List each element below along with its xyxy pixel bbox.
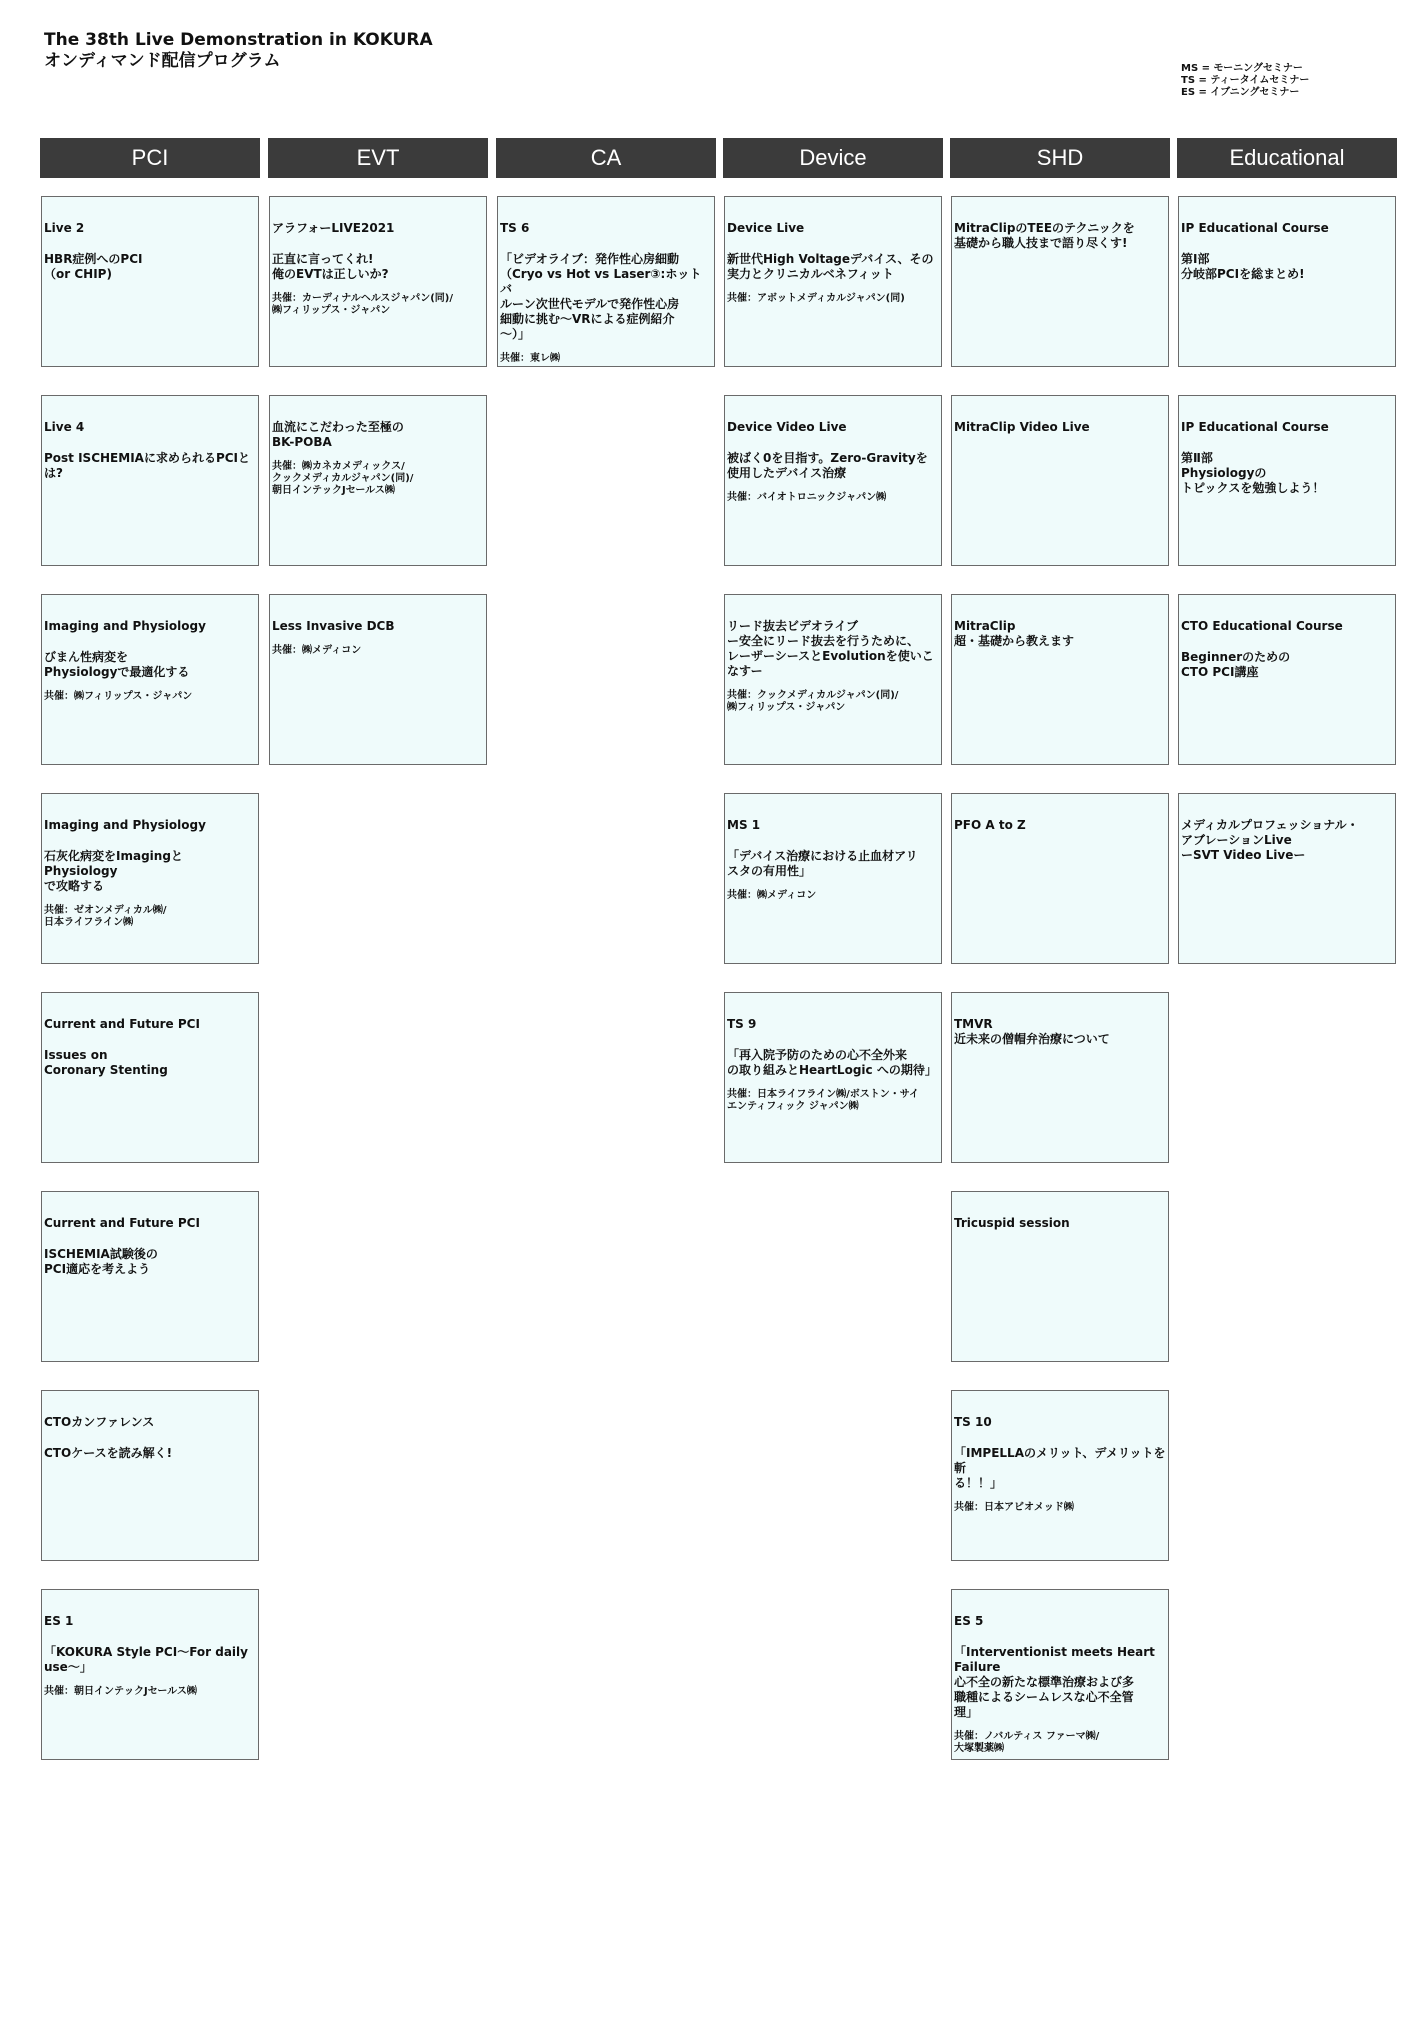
session-sponsor: 共催：朝日インテックJセールス㈱ — [44, 1686, 197, 1697]
legend — [1181, 63, 1309, 99]
column-header-educational: Educational — [1177, 138, 1397, 178]
session-label: Live 4 — [44, 420, 85, 434]
session-card[interactable] — [41, 1191, 259, 1362]
session-card[interactable] — [41, 196, 259, 367]
session-title: 「Interventionist meets Heart Failure 心不全の新たな標準治療および多 職種によるシームレスな心不全管 理」 — [954, 1645, 1155, 1719]
session-title: 「ビデオライブ：発作性心房細動 （Cryo vs Hot vs Laser③:ホットバ ルーン次世代モデルで発作性心房 細動に挑む～VRによる症例紹介 ～）」 — [500, 252, 702, 341]
session-card[interactable] — [41, 992, 259, 1163]
session-title: Issues on Coronary Stenting — [44, 1048, 168, 1077]
session-card[interactable] — [724, 594, 942, 765]
session-title: Post ISCHEMIAに求められるPCIと は? — [44, 451, 251, 480]
session-sponsor: 共催：㈱フィリップス・ジャパン — [44, 691, 193, 702]
session-title: 「デバイス治療における止血材アリ スタの有用性」 — [727, 849, 918, 878]
session-card[interactable] — [951, 594, 1169, 765]
session-label: Current and Future PCI — [44, 1017, 200, 1031]
session-card[interactable] — [1178, 395, 1396, 566]
session-label: Imaging and Physiology — [44, 818, 206, 832]
session-card[interactable] — [724, 793, 942, 964]
session-label: Live 2 — [44, 221, 85, 235]
session-card[interactable] — [497, 196, 715, 367]
session-card[interactable] — [951, 1191, 1169, 1362]
session-title: ISCHEMIA試験後の PCI適応を考えよう — [44, 1247, 158, 1276]
session-title: PFO A to Z — [954, 818, 1026, 832]
session-label: アラフォーLIVE2021 — [272, 221, 395, 235]
session-title: 「IMPELLAのメリット、デメリットを斬 る！！」 — [954, 1446, 1166, 1490]
session-card[interactable] — [951, 395, 1169, 566]
session-card[interactable] — [724, 395, 942, 566]
session-title: リード抜去ビデオライブ ー安全にリード抜去を行うために、 レーザーシースとEvolutionを使いこ なすー — [727, 619, 934, 678]
session-sponsor: 共催：日本アビオメッド㈱ — [954, 1502, 1074, 1513]
session-card[interactable] — [724, 992, 942, 1163]
session-title: Beginnerのための CTO PCI講座 — [1181, 650, 1291, 679]
session-card[interactable] — [41, 395, 259, 566]
page-title — [44, 30, 433, 72]
session-title: 石灰化病変をImagingとPhysiology で攻略する — [44, 849, 183, 893]
session-label: IP Educational Course — [1181, 420, 1329, 434]
session-title: びまん性病変を Physiologyで最適化する — [44, 650, 190, 679]
title-line-1: The 38th Live Demonstration in KOKURA — [44, 30, 433, 50]
session-label: MS 1 — [727, 818, 761, 832]
session-card[interactable] — [269, 196, 487, 367]
session-title: 「再入院予防のための心不全外来 の取り組みとHeartLogic への期待」 — [727, 1048, 937, 1077]
session-card[interactable] — [724, 196, 942, 367]
session-sponsor: 共催：東レ㈱ — [500, 353, 560, 364]
session-label: TS 6 — [500, 221, 530, 235]
session-label: CTOカンファレンス — [44, 1415, 155, 1429]
session-sponsor: 共催：㈱カネカメディックス/ クックメディカルジャパン(同)/ 朝日インテックJセールス㈱ — [272, 461, 414, 496]
session-card[interactable] — [269, 594, 487, 765]
session-title: 第Ⅱ部 Physiologyの トピックスを勉強しよう！ — [1181, 451, 1325, 495]
session-card[interactable] — [951, 196, 1169, 367]
session-sponsor: 共催：日本ライフライン㈱/ボストン・サイ エンティフィック ジャパン㈱ — [727, 1089, 920, 1112]
session-card[interactable] — [951, 793, 1169, 964]
session-card[interactable] — [41, 1390, 259, 1561]
session-title: MitraClip 超・基礎から教えます — [954, 619, 1075, 648]
session-title: Tricuspid session — [954, 1216, 1070, 1230]
session-title: 血流にこだわった至極の BK-POBA — [272, 420, 404, 449]
session-label: Current and Future PCI — [44, 1216, 200, 1230]
session-card[interactable] — [269, 395, 487, 566]
session-title: 正直に言ってくれ! 俺のEVTは正しいか? — [272, 252, 389, 281]
session-title: Less Invasive DCB — [272, 619, 395, 633]
session-title: TMVR 近未来の僧帽弁治療について — [954, 1017, 1110, 1046]
column-header-ca: CA — [496, 138, 716, 178]
session-sponsor: 共催：㈱メディコン — [727, 890, 817, 901]
session-card[interactable] — [951, 1589, 1169, 1760]
column-header-pci: PCI — [40, 138, 260, 178]
session-card[interactable] — [41, 594, 259, 765]
session-sponsor: 共催：クックメディカルジャパン(同)/ ㈱フィリップス・ジャパン — [727, 690, 899, 713]
session-sponsor: 共催：ノバルティス ファーマ㈱/ 大塚製薬㈱ — [954, 1731, 1100, 1754]
column-header-evt: EVT — [268, 138, 488, 178]
session-card[interactable] — [41, 793, 259, 964]
session-label: ES 5 — [954, 1614, 984, 1628]
session-title: MitraClipのTEEのテクニックを 基礎から職人技まで語り尽くす! — [954, 221, 1135, 250]
session-sponsor: 共催：バイオトロニックジャパン㈱ — [727, 492, 887, 503]
column-header-shd: SHD — [950, 138, 1170, 178]
session-card[interactable] — [951, 992, 1169, 1163]
session-card[interactable] — [41, 1589, 259, 1760]
session-sponsor: 共催：ゼオンメディカル㈱/ 日本ライフライン㈱ — [44, 905, 167, 928]
title-line-2: オンディマンド配信プログラム — [44, 51, 281, 71]
session-label: TS 9 — [727, 1017, 757, 1031]
session-title: 「KOKURA Style PCI～For daily use～」 — [44, 1645, 248, 1674]
session-title: 被ばく0を目指す。Zero-Gravityを 使用したデバイス治療 — [727, 451, 928, 480]
session-label: ES 1 — [44, 1614, 74, 1628]
session-title: メディカルプロフェッショナル・ アブレーションLive ーSVT Video Liveー — [1181, 818, 1359, 862]
session-title: HBR症例へのPCI （or CHIP) — [44, 252, 143, 281]
session-card[interactable] — [951, 1390, 1169, 1561]
legend-es: ES = イブニングセミナー — [1181, 87, 1300, 98]
session-label: Device Live — [727, 221, 805, 235]
session-card[interactable] — [1178, 594, 1396, 765]
session-title: 新世代High Voltageデバイス、その 実力とクリニカルベネフィット — [727, 252, 934, 281]
session-label: CTO Educational Course — [1181, 619, 1343, 633]
session-sponsor: 共催：㈱メディコン — [272, 645, 362, 656]
legend-ms: MS = モーニングセミナー — [1181, 63, 1303, 74]
legend-ts: TS = ティータイムセミナー — [1181, 75, 1310, 86]
session-sponsor: 共催：アボットメディカルジャパン(同) — [727, 293, 905, 304]
session-label: IP Educational Course — [1181, 221, 1329, 235]
session-card[interactable] — [1178, 196, 1396, 367]
session-card[interactable] — [1178, 793, 1396, 964]
column-header-device: Device — [723, 138, 943, 178]
session-label: Device Video Live — [727, 420, 847, 434]
session-title: 第Ⅰ部 分岐部PCIを総まとめ! — [1181, 252, 1305, 281]
session-label: Imaging and Physiology — [44, 619, 206, 633]
session-label: TS 10 — [954, 1415, 992, 1429]
session-sponsor: 共催：カーディナルヘルスジャパン(同)/ ㈱フィリップス・ジャパン — [272, 293, 453, 316]
session-title: MitraClip Video Live — [954, 420, 1090, 434]
session-title: CTOケースを読み解く! — [44, 1446, 173, 1460]
